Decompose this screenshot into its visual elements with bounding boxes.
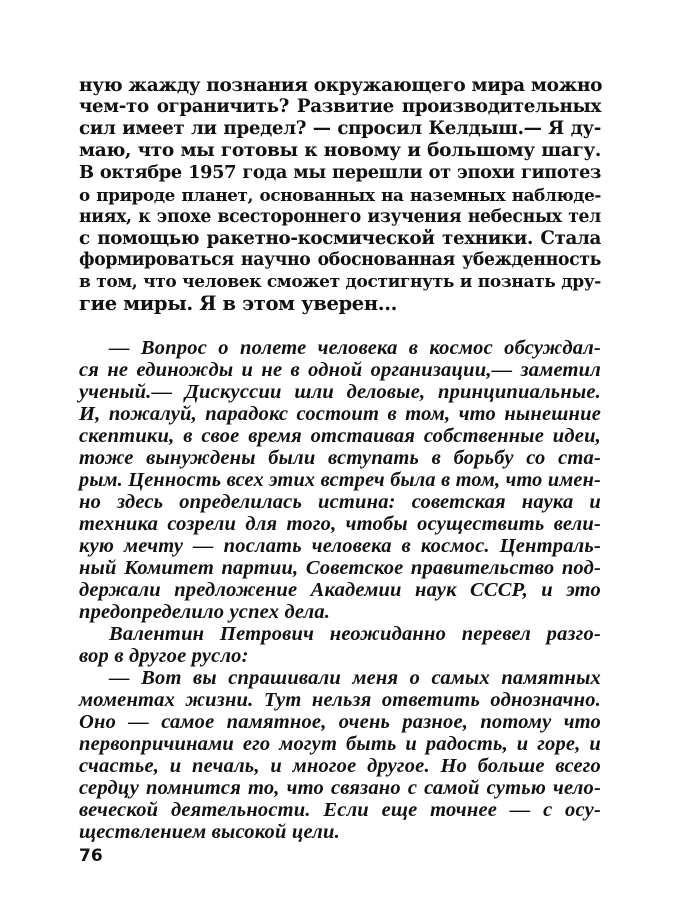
text-line: ществлением высокой цели.: [79, 821, 340, 843]
text-line: формироваться научно обоснованная убежденность: [79, 250, 601, 270]
text-line: в том, что человек сможет достигнуть и познать дру-: [79, 272, 601, 292]
text-line: техника созрели для того, чтобы осуществить вели-: [79, 513, 601, 535]
text-line: И, пожалуй, парадокс состоит в том, что нынешние: [79, 403, 601, 425]
text-line: — Вопрос о полете человека в космос обсуждал-: [109, 337, 601, 359]
text-line: Оно — самое памятное, очень разное, потому что: [79, 711, 601, 733]
text-line: с помощью ракетно-космической техники. Стала: [79, 228, 601, 249]
text-line: ную жажду познания окружающего мира можно: [79, 75, 603, 96]
text-line: счастье, и печаль, и многое другое. Но больше всего: [79, 755, 601, 777]
text-line: ученый.— Дискуссии шли деловые, принципиальные.: [79, 381, 601, 403]
text-line: держали предложение Академии наук СССР, и это: [79, 579, 601, 601]
text-line: веческой деятельности. Если еще точнее — с осу-: [79, 799, 601, 821]
text-line: первопричинами его могут быть и радость, и горе, и: [79, 733, 601, 755]
text-line: скептики, в свое время отстаивая собственные идеи,: [79, 425, 601, 447]
text-line: сердцу помнится то, что связано с самой сутью чело-: [79, 777, 601, 799]
text-line: кую мечту — послать человека в космос. Централь-: [79, 535, 601, 557]
text-line: ниях, к эпохе всестороннего изучения небесных тел: [79, 207, 601, 227]
text-line: тоже вынуждены были вступать в борьбу со ста-: [79, 447, 601, 469]
text-line: ный Комитет партии, Советское правительство под-: [79, 557, 601, 579]
text-line: но здесь определилась истина: советская наука и: [79, 491, 601, 513]
page-number: 76: [79, 846, 103, 866]
text-line: ся не единожды и не в одной организации,— заметил: [79, 359, 601, 381]
text-line: маю, что мы готовы к новому и большому шагу.: [79, 140, 601, 161]
text-line: о природе планет, основанных на наземных наблюде-: [79, 185, 601, 205]
text-line: сил имеет ли предел? — спросил Келдыш.— Я ду-: [79, 118, 601, 139]
text-line: Валентин Петрович неожиданно перевел разго-: [109, 623, 601, 645]
text-line: — Вот вы спрашивали меня о самых памятных: [109, 667, 601, 689]
text-line: В октябре 1957 года мы перешли от эпохи гипотез: [79, 162, 601, 183]
text-line: предопределило успех дела.: [79, 601, 331, 623]
text-line: вор в другое русло:: [79, 645, 249, 667]
text-line: рым. Ценность всех этих встреч была в том, что имен-: [79, 469, 601, 491]
text-line: моментах жизни. Тут нельзя ответить однозначно.: [79, 689, 601, 711]
text-line: гие миры. Я в этом уверен...: [79, 292, 398, 315]
text-line: чем-то ограничить? Развитие производительных: [79, 96, 601, 117]
